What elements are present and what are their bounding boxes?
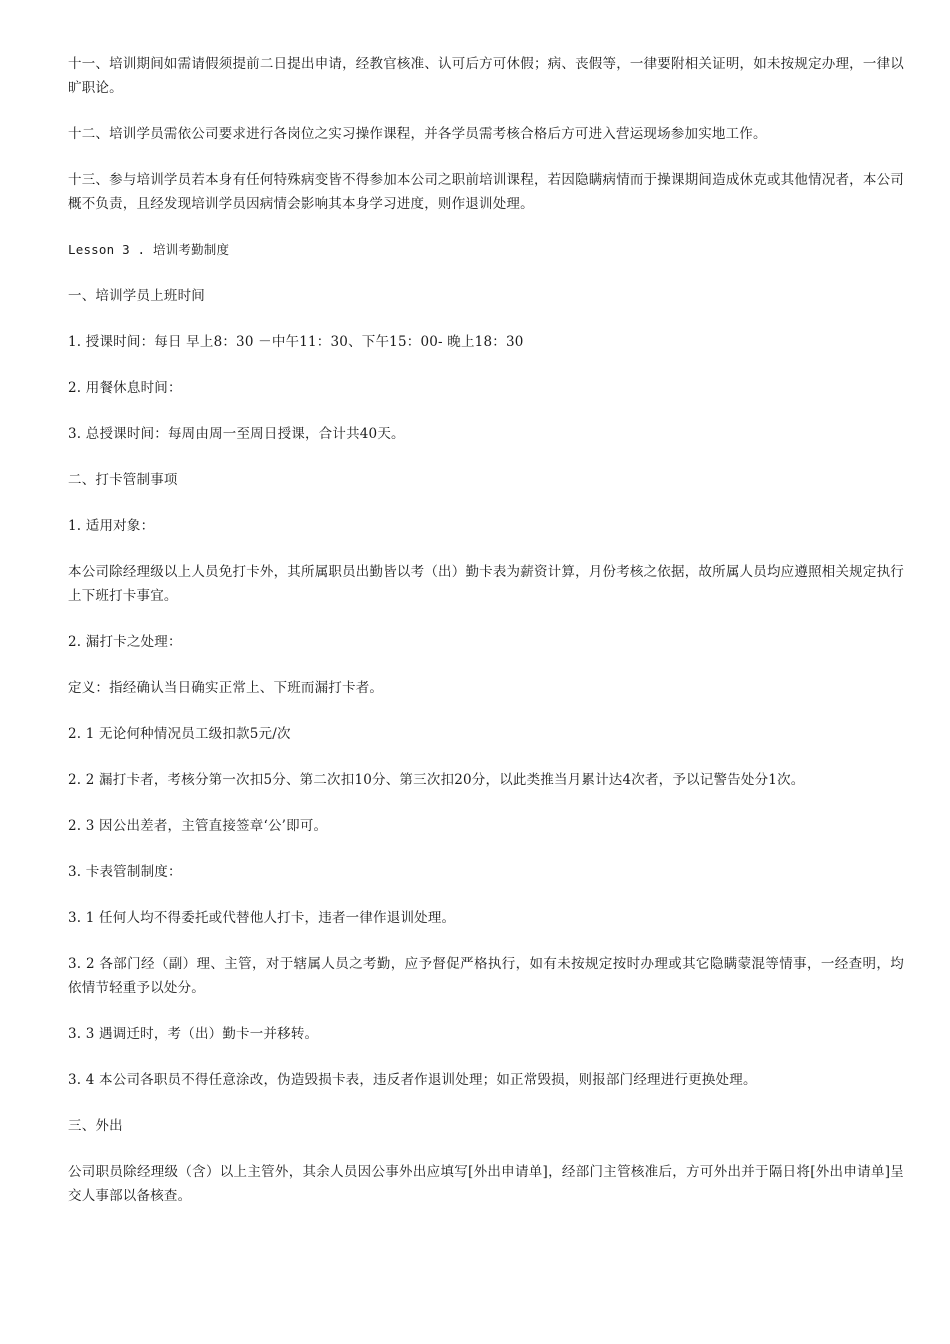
rule-3-4: 3. 4 本公司各职员不得任意涂改，伪造毁损卡表，违反者作退训处理；如正常毁损，则报部门经理进行更换处理。	[68, 1072, 757, 1088]
outing-paragraph: 公司职员除经理级（含）以上主管外，其余人员因公事外出应填写[外出申请单]，经部门主管核准后，方可外出并于隔日将[外出申请单]呈交人事部以备核查。	[68, 1164, 904, 1204]
section-1-heading: 一、培训学员上班时间	[68, 288, 205, 304]
rule-12-paragraph: 十二、培训学员需依公司要求进行各岗位之实习操作课程，并各学员需考核合格后方可进入营运现场参加实地工作。	[68, 126, 767, 142]
section-3-heading: 三、外出	[68, 1118, 123, 1134]
rule-3-2: 3. 2 各部门经（副）理、主管，对于辖属人员之考勤，应予督促严格执行，如有未按规定按时办理或其它隐瞒蒙混等情事，一经查明，均依情节轻重予以处分。	[68, 956, 904, 996]
rule-3-3: 3. 3 遇调迁时，考（出）勤卡一并移转。	[68, 1026, 319, 1042]
lesson-3-heading: Lesson 3 . 培训考勤制度	[68, 242, 230, 257]
rule-2-1: 2. 1 无论何种情况员工级扣款5元/次	[68, 726, 291, 742]
missed-punch-item: 2. 漏打卡之处理：	[68, 634, 182, 650]
applicable-target-item: 1. 适用对象：	[68, 518, 155, 534]
meal-break-item: 2. 用餐休息时间：	[68, 380, 182, 396]
missed-punch-definition: 定义：指经确认当日确实正常上、下班而漏打卡者。	[68, 680, 384, 696]
rule-13-paragraph: 十三、参与培训学员若本身有任何特殊病变皆不得参加本公司之职前培训课程，若因隐瞒病情而于操课期间造成休克或其他情况者，本公司概不负责，且经发现培训学员因病情会影响其本身学习进度，则作退训处理。	[68, 172, 904, 212]
rule-11-paragraph: 十一、培训期间如需请假须提前二日提出申请，经教官核准、认可后方可休假；病、丧假等，一律要附相关证明，如未按规定办理，一律以旷职论。	[68, 56, 904, 96]
card-control-item: 3. 卡表管制制度：	[68, 864, 182, 880]
section-2-heading: 二、打卡管制事项	[68, 472, 178, 488]
class-time-item: 1. 授课时间：每日 早上8：30 －中午11：30、下午15：00- 晚上18：30	[68, 334, 524, 350]
rule-2-3: 2. 3 因公出差者，主管直接签章‘公’即可。	[68, 818, 328, 834]
rule-3-1: 3. 1 任何人均不得委托或代替他人打卡，违者一律作退训处理。	[68, 910, 456, 926]
total-class-time-item: 3. 总授课时间：每周由周一至周日授课，合计共40天。	[68, 426, 405, 442]
rule-2-2: 2. 2 漏打卡者，考核分第一次扣5分、第二次扣10分、第三次扣20分，以此类推当月累计达4次者，予以记警告处分1次。	[68, 772, 805, 788]
applicable-target-paragraph: 本公司除经理级以上人员免打卡外，其所属职员出勤皆以考（出）勤卡表为薪资计算，月份考核之依据，故所属人员均应遵照相关规定执行上下班打卡事宜。	[68, 564, 904, 604]
document-body	[68, 52, 904, 1230]
